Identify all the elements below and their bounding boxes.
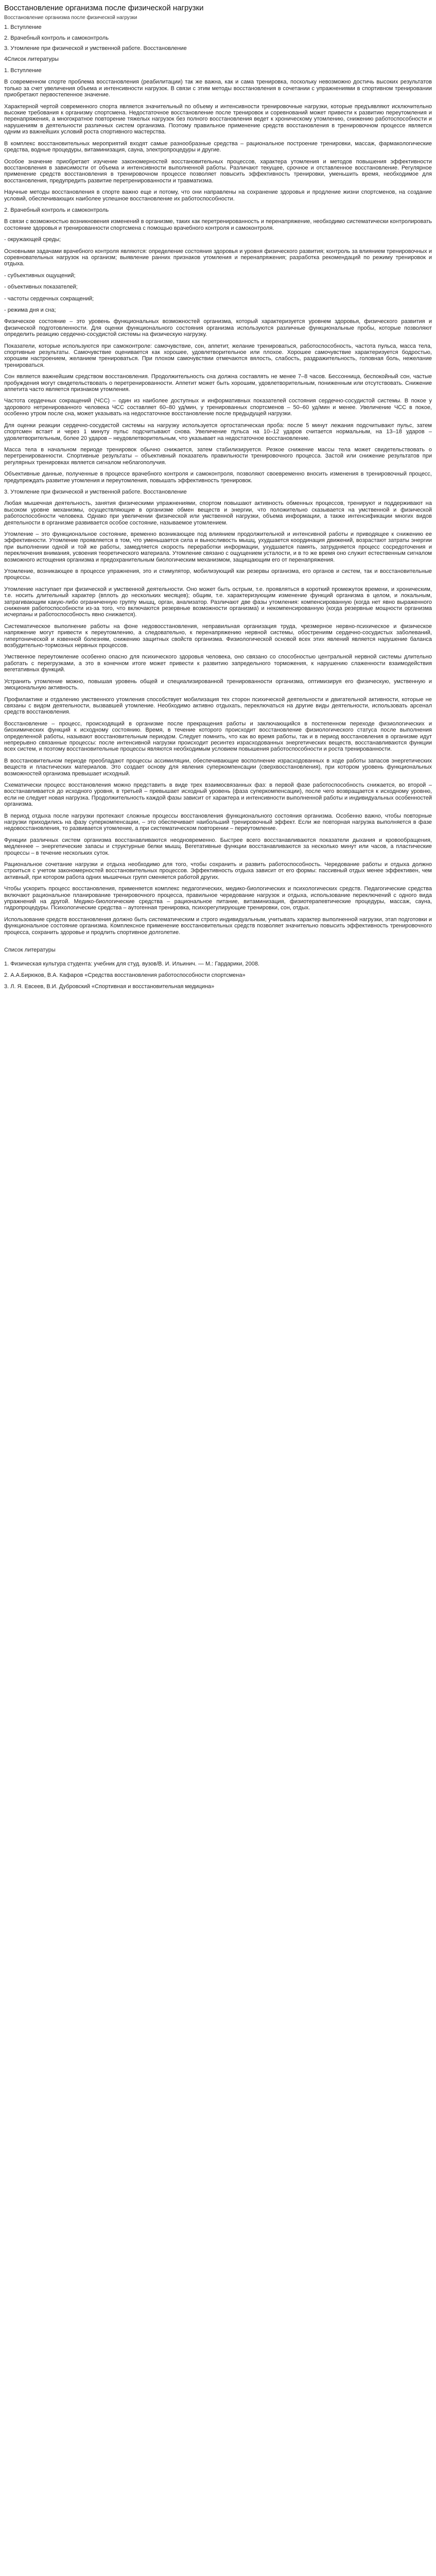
paragraph: - окружающей среды; [4,236,61,243]
paragraph: Для оценки реакции сердечно-сосудистой системы на нагрузку используется ортостатическая проба: после 5 минут лежания подсчитывают пульс, затем спортсмен встает и через 1 минуту пульс подсчитывают снова. Увеличение пульса на 10–12 ударов считается нормальным, на 13–18 ударов – удовлетворительным, более 20 ударов – неудовлетворительным, что указывает на недостаточное восстановление. [4,422,432,442]
reference-item: 2. А.А.Бирюков, В.А. Кафаров «Средства восстановления работоспособности спортсмена» [4,972,246,978]
paragraph: Научные методы восстановления в спорте важно еще и потому, что они направлены на сохранение здоровья и продление жизни спортсменов, на создание условий, обеспечивающих наиболее успешное восстановление их работоспособности. [4,189,432,202]
paragraph: Характерной чертой современного спорта является значительный по объему и интенсивности тренировочные нагрузки, которые предъявляют исключительно высокие требования к организму спортсмена. Недостаточное восстановление после тренировок и соревнований может привести к развитию переутомления и перенапряжения, а многократное повторение тяжелых нагрузок без полного восстановления ведет к хроническому утомлению, снижению работоспособности и нарушениям в деятельности различных систем организма. Поэтому правильное применение средств восстановления в тренировочном процессе является одним из важнейших условий роста спортивного мастерства. [4,103,432,135]
paragraph: - режима дня и сна; [4,307,56,313]
paragraph: Объективные данные, полученные в процессе врачебного контроля и самоконтроля, позволяют своевременно вносить изменения в тренировочный процесс, предупреждать развитие утомления и переутомления, повышать эффективность тренировок. [4,471,432,484]
paragraph: - субъективных ощущений; [4,272,76,279]
paragraph: Устранить утомление можно, повышая уровень общей и специализированной тренированности организма, оптимизируя его физическую, умственную и эмоциональную активность. [4,678,432,691]
paragraph: Утомление, возникающее в процессе упражнения, это и стимулятор, мобилизующий как резервы организма, его органов и систем, так и восстановительные процессы. [4,568,432,581]
paragraph: Масса тела в начальном периоде тренировок обычно снижается, затем стабилизируется. Резкое снижение массы тела может свидетельствовать о перетренированности. Спортивные результаты – объективный показатель правильности тренировочного процесса. Застой или снижение результатов при регулярных тренировках является сигналом неблагополучия. [4,446,432,466]
reference-item: 3. Л. Я. Евсеев, В.И. Дубровский «Спортивная и восстановительная медицина» [4,984,215,990]
paragraph: Восстановление – процесс, происходящий в организме после прекращения работы и заключающийся в постепенном переходе физиологических и биохимических функций к исходному состоянию. Время, в течение которого происходит восстановление физиологического статуса после выполнения определенной работы, называют восстановительным периодом. Следует помнить, что как во время работы, так и в период восстановления в организме идут непрерывно связанные процессы: после интенсивной нагрузки происходит ресинтез израсходованных энергетических веществ, восстанавливаются функции всех систем, и поэтому восстановительные процессы являются необходимым условием повышения работоспособности и роста тренированности. [4,720,432,753]
paragraph: Любая мышечная деятельность, занятия физическими упражнениями, спортом повышают активность обменных процессов, тренируют и поддерживают на высоком уровне механизмы, осуществляющие в организме обмен веществ и энергии, что положительно сказывается на умственной и физической работоспособности человека. Однако при увеличении физической или умственной нагрузки, объема информации, а также интенсификации многих видов деятельности в организме развивается особое состояние, называемое утомлением. [4,500,432,526]
paragraph: Особое значение приобретает изучение закономерностей восстановительных процессов, характера утомления и методов повышения эффективности восстановления в зависимости от объема и интенсивности выполненной работы. Различают текущее, срочное и отставленное восстановление. Регулярное применение средств восстановления в тренировочном процессе позволяет повысить эффективность тренировки, уменьшить время, необходимое для восстановления, предупредить развитие перетренированности и травматизма. [4,158,432,184]
toc-item: 2. Врачебный контроль и самоконтроль [4,35,109,41]
paragraph: Утомление – это функциональное состояние, временно возникающее под влиянием продолжительной и интенсивной работы и приводящее к снижению ее эффективности. Утомление проявляется в том, что уменьшается сила и выносливость мышц, ухудшается координация движений, возрастают затраты энергии при выполнении одной и той же работы, замедляется скорость переработки информации, ухудшается память, затрудняется процесс сосредоточения и переключения внимания, усвоения теоретического материала. Утомление связано с ощущением усталости, и в то же время оно служит естественным сигналом возможного истощения организма и предохранительным биологическим механизмом, защищающим его от перенапряжения. [4,531,432,563]
paragraph: Умственное переутомление особенно опасно для психического здоровья человека, оно связано со способностью центральной нервной системы длительно работать с перегрузками, а это в конечном итоге может привести к развитию запредельного торможения, к нарушению слаженности взаимодействия вегетативных функций. [4,654,432,673]
paragraph: В современном спорте проблема восстановления (реабилитации) так же важна, как и сама тренировка, поскольку невозможно достичь высоких результатов только за счет увеличения объема и интенсивности нагрузок. В связи с этим методы восстановления в сочетании с упражнениями в спортивном тренировании приобретают первостепенное значение. [4,79,432,98]
paragraph: - частоты сердечных сокращений; [4,295,94,302]
reference-item: 1. Физическая культура студента: учебник для студ. вузов/В. И. Ильинич. — М.: Гардарики, 2008. [4,960,259,967]
paragraph: Показатели, которые используются при самоконтроле: самочувствие, сон, аппетит, желание тренироваться, работоспособность, частота пульса, масса тела, спортивные результаты. Самочувствие оценивается как хорошее, удовлетворительное или плохое. Хорошее самочувствие характеризуется бодростью, хорошим настроением, желанием тренироваться. При плохом самочувствии отмечаются вялость, слабость, раздражительность, головная боль, нежелание тренироваться. [4,343,432,368]
page [0,0,436,1001]
paragraph: В связи с возможностью возникновения изменений в организме, таких как перетренированность и перенапряжение, необходимо систематически контролировать состояние здоровья и тренированности спортсмена с помощью врачебного контроля и самоконтроля. [4,218,432,231]
document-subtitle: Восстановление организма после физической нагрузки [4,15,137,21]
paragraph: В комплекс восстановительных мероприятий входят самые разнообразные средства – рациональное построение тренировки, массаж, фармакологические средства, водные процедуры, витаминизация, сауна, электропроцедуры и другие. [4,140,432,154]
paragraph: Сон является важнейшим средством восстановления. Продолжительность сна должна составлять не менее 7–8 часов. Бессонница, беспокойный сон, частые пробуждения могут свидетельствовать о перетренированности. Аппетит может быть хорошим, удовлетворительным, пониженным или отсутствовать. Снижение аппетита часто является признаком утомления. [4,374,432,393]
paragraph: Схематически процесс восстановления можно представить в виде трех взаимосвязанных фаз: в первой фазе работоспособность снижается, во второй – восстанавливается до исходного уровня, в третьей – превышает исходный уровень (фаза суперкомпенсации), после чего возвращается к исходному уровню, если не следует новая нагрузка. Продолжительность каждой фазы зависит от характера и интенсивности выполненной работы и индивидуальных особенностей организма. [4,782,432,808]
paragraph: Функции различных систем организма восстанавливаются неодновременно. Быстрее всего восстанавливаются показатели дыхания и кровообращения, медленнее – энергетические запасы и структурные белки мышц. Вегетативные функции восстанавливаются за несколько минут или часов, а пластические процессы – в течение нескольких суток. [4,837,432,856]
section-heading: 1. Вступление [4,67,42,74]
paragraph: Использование средств восстановления должно быть систематическим и строго индивидуальным, учитывать характер выполненной нагрузки, этап подготовки и функциональное состояние организма. Комплексное применение восстановительных средств позволяет значительно повысить эффективность тренировочного процесса, сохранить здоровье и продлить спортивное долголетие. [4,916,432,936]
paragraph: Профилактике и отдалению умственного утомления способствует мобилизация тех сторон психической деятельности и двигательной активности, которые не связаны с видом деятельности, вызвавшей утомление. Необходимо активно отдыхать, переключаться на другие виды деятельности, использовать арсенал средств восстановления. [4,696,432,716]
document-body [4,67,432,936]
toc-item: 1. Вступление [4,24,42,31]
paragraph: - объективных показателей; [4,284,78,291]
toc-item: 4Список литературы [4,56,59,62]
paragraph: Физическое состояние – это уровень функциональных возможностей организма, который характеризуется уровнем здоровья, физического развития и физической подготовленности. Для оценки функционального состояния организма используются различные функциональные пробы, которые позволяют определить реакцию сердечно-сосудистой системы на физическую нагрузку. [4,318,432,338]
section-heading: 3. Утомление при физической и умственной работе. Восстановление [4,488,187,495]
paragraph: Систематическое выполнение работы на фоне недовосстановления, неправильная организация труда, чрезмерное нервно-психическое и физическое напряжение могут привести к переутомлению, а следовательно, к перенапряжению нервной системы, обострениям сердечно-сосудистых заболеваний, гипертонической и язвенной болезням, снижению защитных свойств организма. Физиологической основой всех этих явлений является нарушение баланса возбудительно-тормозных нервных процессов. [4,623,432,649]
paragraph: Чтобы ускорить процесс восстановления, применяется комплекс педагогических, медико-биологических и психологических средств. Педагогические средства включают рациональное планирование тренировочного процесса, правильное чередование нагрузок и отдыха, использование переключений с одного вида упражнений на другой. Медико-биологические средства – рациональное питание, витаминизация, физиотерапевтические процедуры, массаж, сауна, гидропроцедуры. Психологические средства – аутогенная тренировка, психорегулирующие тренировки, сон, отдых. [4,886,432,911]
toc-item: 3. Утомление при физической и умственной работе. Восстановление [4,45,187,52]
references-title: Список литературы [4,947,56,954]
table-of-contents [4,24,432,62]
paragraph: Частота сердечных сокращений (ЧСС) – один из наиболее доступных и информативных показателей состояния сердечно-сосудистой системы. В покое у здорового нетренированного человека ЧСС составляет 60–80 уд/мин, у тренированных спортсменов – 50–60 уд/мин и менее. Увеличение ЧСС в покое, особенно утром после сна, может указывать на недостаточное восстановление после предыдущей нагрузки. [4,398,432,417]
paragraph: Утомление наступает при физической и умственной деятельности. Оно может быть острым, т.е. проявляться в короткий промежуток времени, и хроническим, т.е. носить длительный характер (вплоть до нескольких месяцев); общим, т.е. характеризующим изменение функций организма в целом, и локальным, затрагивающим какую-либо ограниченную группу мышц, орган, анализатор. Различают две фазы утомления: компенсированную (когда нет явно выраженного снижения работоспособности из-за того, что включаются резервные возможности организма) и некомпенсированную (когда резервные мощности организма исчерпаны и работоспособность явно снижается). [4,586,432,618]
paragraph: Основными задачами врачебного контроля являются: определение состояния здоровья и уровня физического развития; контроль за влиянием тренировочных и соревновательных нагрузок на организм; выявление ранних признаков утомления и перенапряжения; разработка рекомендаций по режиму тренировок и отдыха. [4,248,432,267]
section-heading: 2. Врачебный контроль и самоконтроль [4,207,109,213]
paragraph: В период отдыха после нагрузки протекают сложные процессы восстановления функционального состояния организма. Особенно важно, чтобы повторные нагрузки приходились на фазу суперкомпенсации, – это обеспечивает наибольший тренировочный эффект. Если же повторная нагрузка выполняется в фазе недовосстановления, то развивается утомление, а при систематическом повторении – переутомление. [4,812,432,832]
document-title: Восстановление организма после физической нагрузки [4,4,204,12]
paragraph: В восстановительном периоде преобладают процессы ассимиляции, обеспечивающие восполнение израсходованных в ходе работы запасов энергетических веществ и пластических материалов. Это создает основу для явления суперкомпенсации (сверхвосстановления), при котором уровень функциональных возможностей организма превышает исходный. [4,757,432,777]
references [4,947,432,990]
paragraph: Рациональное сочетание нагрузки и отдыха необходимо для того, чтобы сохранить и развить работоспособность. Чередование работы и отдыха должно строиться с учетом закономерностей восстановительных процессов. Эффективность отдыха зависит от его формы: пассивный отдых менее эффективен, чем активный, при котором работа одних мышечных групп сменяется работой других. [4,861,432,880]
